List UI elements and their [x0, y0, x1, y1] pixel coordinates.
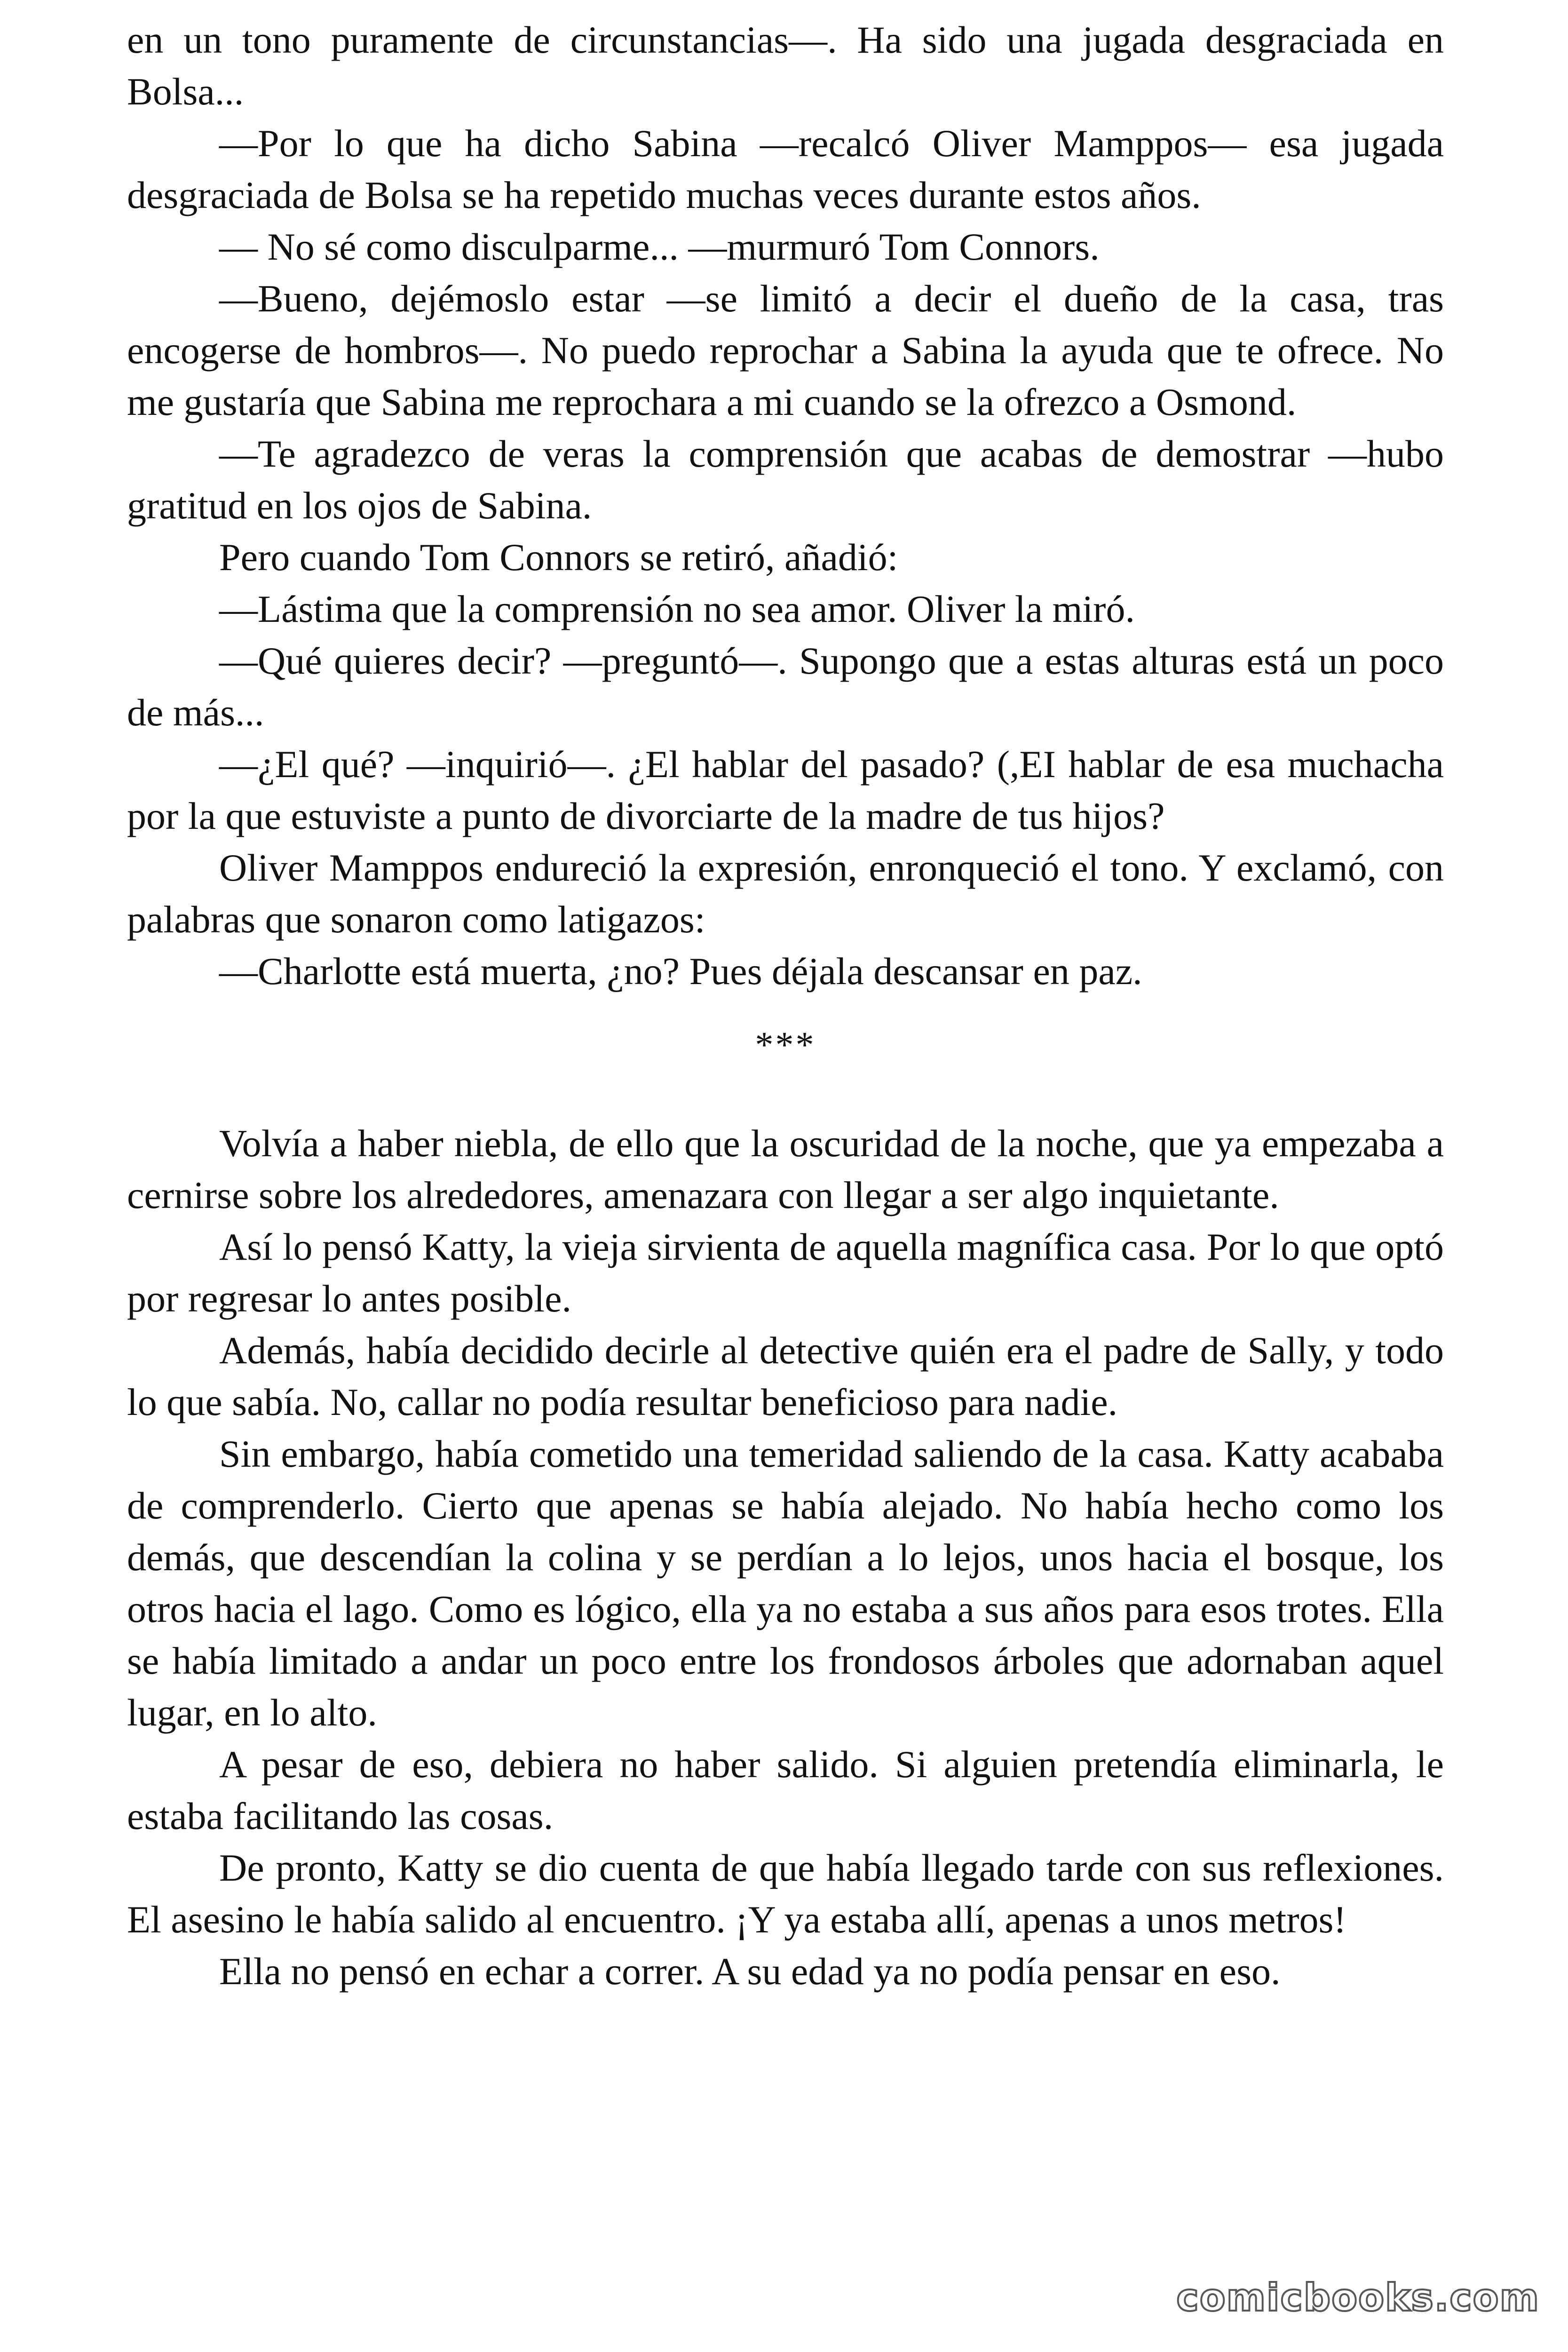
paragraph: A pesar de eso, debiera no haber salido. Si alguien pretendía eliminarla, le estaba facilitando las cosas.	[127, 1743, 1444, 1837]
paragraph: Sin embargo, había cometido una temeridad saliendo de la casa. Katty acababa de comprenderlo. Cierto que apenas se había alejado. No había hecho como los demás, que descendían la colina y se perdían a lo lejos, unos hacia el bosque, los otros hacia el lago. Como es lógico, ella ya no estaba a sus años para esos trotes. Ella se había limitado a andar un poco entre los frondosos árboles que adornaban aquel lugar, en lo alto.	[127, 1432, 1444, 1734]
paragraph: Además, había decidido decirle al detective quién era el padre de Sally, y todo lo que sabía. No, callar no podía resultar beneficioso para nadie.	[127, 1329, 1444, 1423]
section-separator: ***	[755, 1024, 816, 1065]
paragraph: Oliver Mamppos endureció la expresión, enronqueció el tono. Y exclamó, con palabras que sonaron como latigazos:	[127, 846, 1444, 941]
watermark-logo: comicbooks.com	[1176, 2276, 1540, 2320]
paragraph: —Charlotte está muerta, ¿no? Pues déjala descansar en paz.	[219, 950, 1142, 993]
section-after-separator	[127, 1118, 1444, 1997]
document-page	[127, 14, 1444, 1997]
paragraph: —¿El qué? —inquirió—. ¿El hablar del pasado? (,EI hablar de esa muchacha por la que estuviste a punto de divorciarte de la madre de tus hijos?	[127, 743, 1444, 837]
paragraph: — No sé como disculparme... —murmuró Tom Connors.	[219, 225, 1100, 268]
paragraph: Así lo pensó Katty, la vieja sirvienta de aquella magnífica casa. Por lo que optó por regresar lo antes posible.	[127, 1225, 1444, 1320]
paragraph: en un tono puramente de circunstancias—. Ha sido una jugada desgraciada en Bolsa...	[127, 18, 1444, 113]
paragraph: De pronto, Katty se dio cuenta de que había llegado tarde con sus reflexiones. El asesino le había salido al encuentro. ¡Y ya estaba allí, apenas a unos metros!	[127, 1846, 1444, 1941]
paragraph: —Lástima que la comprensión no sea amor. Oliver la miró.	[219, 588, 1135, 630]
paragraph: —Bueno, dejémoslo estar —se limitó a decir el dueño de la casa, tras encogerse de hombros—. No puedo reprochar a Sabina la ayuda que te ofrece. No me gustaría que Sabina me reprochara a mi cuando se la ofrezco a Osmond.	[127, 277, 1444, 423]
paragraph: Pero cuando Tom Connors se retiró, añadió:	[219, 536, 898, 579]
paragraph: Volvía a haber niebla, de ello que la oscuridad de la noche, que ya empezaba a cernirse sobre los alrededores, amenazara con llegar a ser algo inquietante.	[127, 1122, 1444, 1216]
paragraph: —Por lo que ha dicho Sabina —recalcó Oliver Mamppos— esa jugada desgraciada de Bolsa se ha repetido muchas veces durante estos años.	[127, 122, 1444, 216]
paragraph: —Qué quieres decir? —preguntó—. Supongo que a estas alturas está un poco de más...	[127, 639, 1444, 734]
paragraph: —Te agradezco de veras la comprensión que acabas de demostrar —hubo gratitud en los ojos de Sabina.	[127, 432, 1444, 527]
section-before-separator	[127, 14, 1444, 997]
paragraph: Ella no pensó en echar a correr. A su edad ya no podía pensar en eso.	[219, 1950, 1281, 1993]
